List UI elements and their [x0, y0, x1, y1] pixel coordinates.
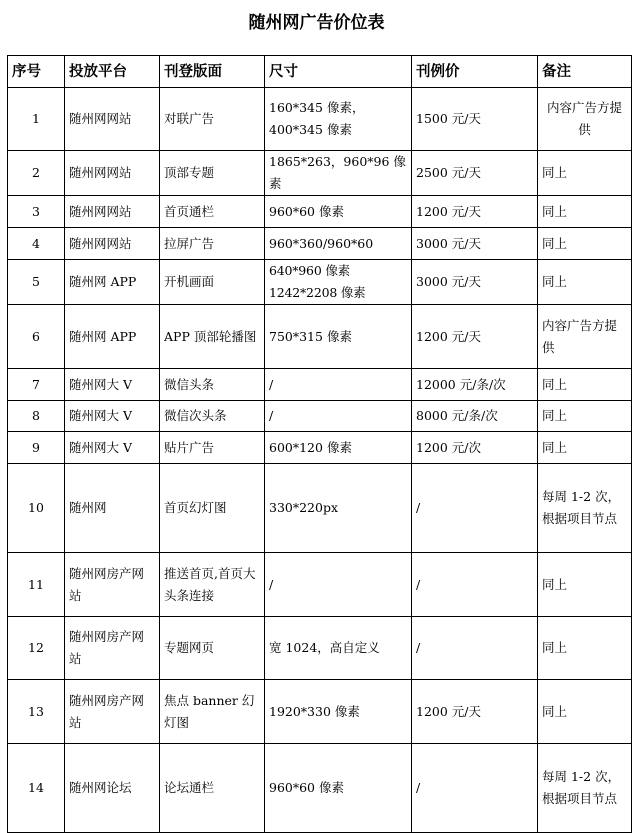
cell-platform: 随州网 APP: [65, 260, 160, 305]
cell-price: /: [412, 744, 538, 833]
cell-size: 960*360/960*60: [265, 228, 412, 260]
cell-size: 1920*330 像素: [265, 680, 412, 744]
cell-no: 6: [8, 305, 65, 369]
cell-size: /: [265, 369, 412, 401]
header-no: 序号: [8, 56, 65, 88]
cell-note: 同上: [538, 401, 632, 432]
cell-placement: 拉屏广告: [160, 228, 265, 260]
cell-no: 12: [8, 617, 65, 680]
table-row: [8, 228, 632, 260]
table-row: [8, 369, 632, 401]
cell-platform: 随州网大 V: [65, 401, 160, 432]
cell-platform: 随州网 APP: [65, 305, 160, 369]
cell-no: 3: [8, 196, 65, 228]
cell-size: 750*315 像素: [265, 305, 412, 369]
cell-size: 330*220px: [265, 464, 412, 553]
cell-no: 9: [8, 432, 65, 464]
cell-size: /: [265, 401, 412, 432]
cell-price: 1200 元/次: [412, 432, 538, 464]
cell-no: 7: [8, 369, 65, 401]
cell-note: 同上: [538, 260, 632, 305]
cell-placement: 推送首页,首页大头条连接: [160, 553, 265, 617]
cell-placement: 首页幻灯图: [160, 464, 265, 553]
cell-no: 13: [8, 680, 65, 744]
cell-no: 14: [8, 744, 65, 833]
table-row: [8, 260, 632, 305]
header-note: 备注: [538, 56, 632, 88]
cell-note: 每周 1-2 次，根据项目节点: [538, 744, 632, 833]
cell-price: 1200 元/天: [412, 680, 538, 744]
cell-no: 8: [8, 401, 65, 432]
cell-size: 960*60 像素: [265, 744, 412, 833]
cell-note: 同上: [538, 228, 632, 260]
cell-size: /: [265, 553, 412, 617]
cell-price: 1200 元/天: [412, 305, 538, 369]
table-row: [8, 196, 632, 228]
cell-platform: 随州网房产网站: [65, 680, 160, 744]
page-title: 随州网广告价位表: [248, 13, 385, 33]
cell-size: 宽 1024，高自定义: [265, 617, 412, 680]
cell-placement: 首页通栏: [160, 196, 265, 228]
cell-note: 每周 1-2 次，根据项目节点: [538, 464, 632, 553]
cell-price: 1200 元/天: [412, 196, 538, 228]
cell-platform: 随州网房产网站: [65, 617, 160, 680]
table-row: [8, 401, 632, 432]
cell-size: 1865*263，960*96 像素: [265, 151, 412, 196]
cell-size: 160*345 像素，400*345 像素: [265, 88, 412, 151]
cell-placement: 贴片广告: [160, 432, 265, 464]
cell-platform: 随州网: [65, 464, 160, 553]
cell-placement: 焦点 banner 幻灯图: [160, 680, 265, 744]
cell-platform: 随州网房产网站: [65, 553, 160, 617]
cell-note: 同上: [538, 369, 632, 401]
cell-price: 3000 元/天: [412, 260, 538, 305]
table-row: [8, 88, 632, 151]
table-row: [8, 680, 632, 744]
cell-note: 内容广告方提供: [538, 305, 632, 369]
cell-note: 同上: [538, 151, 632, 196]
cell-placement: 对联广告: [160, 88, 265, 151]
cell-placement: 专题网页: [160, 617, 265, 680]
table-row: [8, 151, 632, 196]
cell-price: /: [412, 464, 538, 553]
cell-price: /: [412, 617, 538, 680]
cell-platform: 随州网大 V: [65, 369, 160, 401]
cell-price: 12000 元/条/次: [412, 369, 538, 401]
cell-platform: 随州网网站: [65, 151, 160, 196]
cell-no: 2: [8, 151, 65, 196]
cell-note: 同上: [538, 432, 632, 464]
cell-no: 1: [8, 88, 65, 151]
cell-price: 3000 元/天: [412, 228, 538, 260]
cell-platform: 随州网网站: [65, 196, 160, 228]
cell-placement: 开机画面: [160, 260, 265, 305]
cell-price: 2500 元/天: [412, 151, 538, 196]
header-price: 刊例价: [412, 56, 538, 88]
table-row: [8, 464, 632, 553]
header-placement: 刊登版面: [160, 56, 265, 88]
cell-placement: 论坛通栏: [160, 744, 265, 833]
cell-platform: 随州网网站: [65, 228, 160, 260]
table-row: [8, 305, 632, 369]
table-row: [8, 744, 632, 833]
cell-no: 10: [8, 464, 65, 553]
cell-placement: 微信头条: [160, 369, 265, 401]
cell-platform: 随州网网站: [65, 88, 160, 151]
cell-placement: APP 顶部轮播图: [160, 305, 265, 369]
cell-size: 960*60 像素: [265, 196, 412, 228]
cell-no: 11: [8, 553, 65, 617]
cell-note: 同上: [538, 553, 632, 617]
cell-price: 8000 元/条/次: [412, 401, 538, 432]
cell-placement: 顶部专题: [160, 151, 265, 196]
table-row: [8, 553, 632, 617]
cell-price: /: [412, 553, 538, 617]
cell-no: 4: [8, 228, 65, 260]
cell-price: 1500 元/天: [412, 88, 538, 151]
header-size: 尺寸: [265, 56, 412, 88]
table-header-row: [8, 56, 632, 88]
table-row: [8, 432, 632, 464]
ad-price-table: [7, 55, 632, 833]
cell-note: 同上: [538, 196, 632, 228]
cell-size: 640*960 像素 1242*2208 像素: [265, 260, 412, 305]
cell-note: 内容广告方提供: [538, 88, 632, 151]
cell-placement: 微信次头条: [160, 401, 265, 432]
cell-note: 同上: [538, 617, 632, 680]
cell-size: 600*120 像素: [265, 432, 412, 464]
cell-platform: 随州网论坛: [65, 744, 160, 833]
table-row: [8, 617, 632, 680]
cell-platform: 随州网大 V: [65, 432, 160, 464]
cell-note: 同上: [538, 680, 632, 744]
header-platform: 投放平台: [65, 56, 160, 88]
cell-no: 5: [8, 260, 65, 305]
